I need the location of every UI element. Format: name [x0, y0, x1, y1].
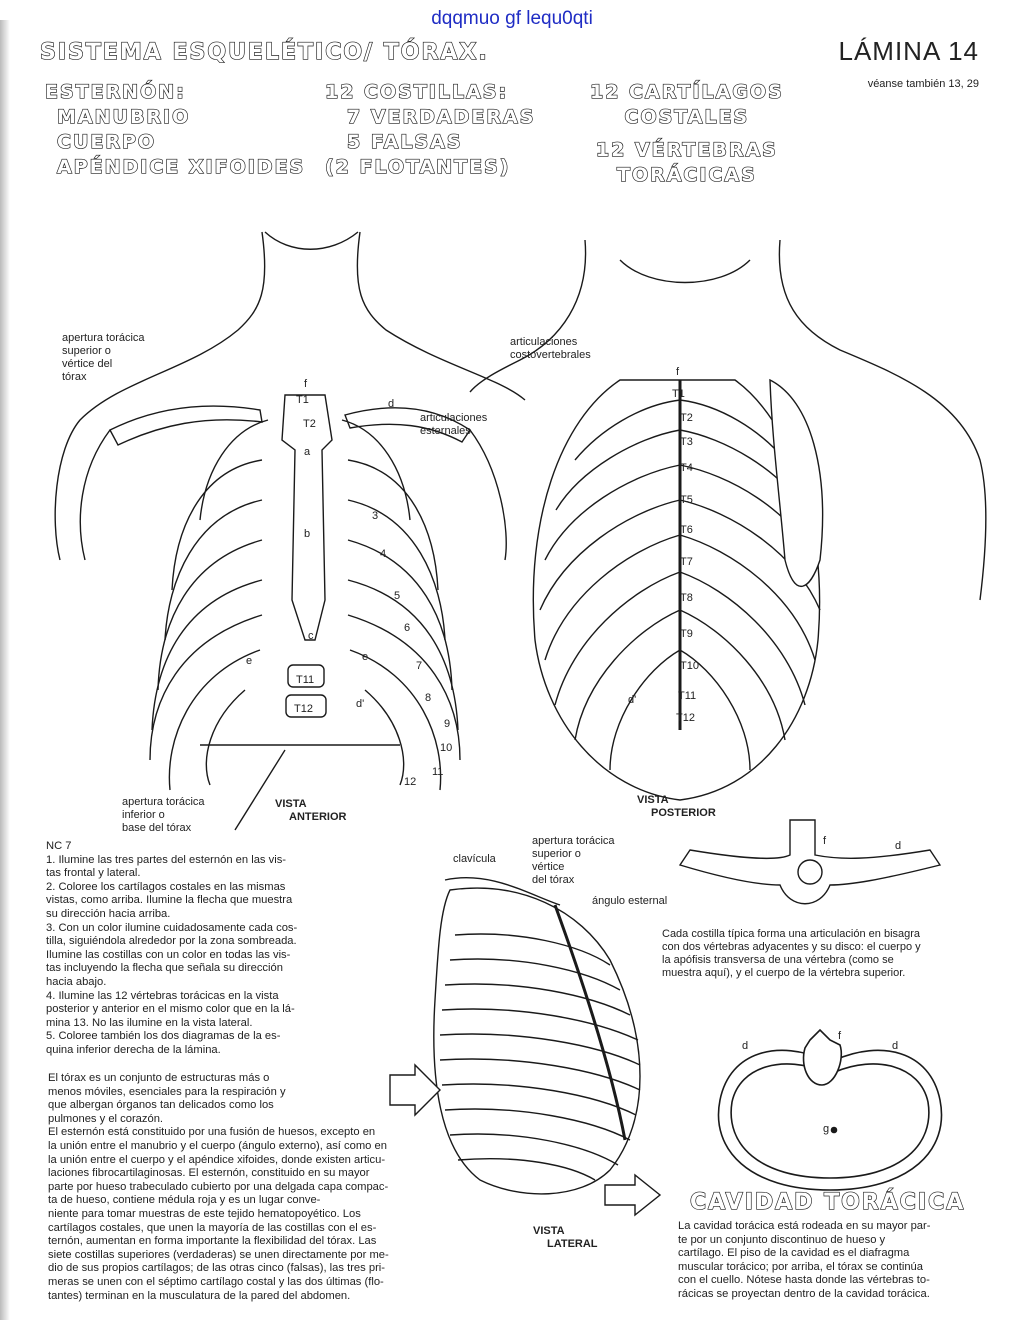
cartilages-line1: 12 CARTÍLAGOS — [590, 81, 784, 103]
cavity-letter-d-left: d — [742, 1040, 749, 1052]
page-title: SISTEMA ESQUELÉTICO/ TÓRAX. — [40, 40, 489, 65]
plate-number: LÁMINA 14 — [838, 36, 979, 66]
rib-number-3: 3 — [372, 510, 379, 522]
posterior-vertebra-label-t3: T3 — [680, 436, 693, 448]
anterior-left-arm-outline — [80, 430, 110, 560]
rib-number-12: 12 — [404, 776, 417, 788]
instructions-code: NC 7 — [46, 840, 72, 852]
rib-number-4: 4 — [380, 548, 387, 560]
posterior-vertebra-label-t1: T1 — [672, 388, 685, 400]
letter-d: d — [388, 398, 395, 410]
posterior-vertebra-label-t11: T11 — [678, 690, 697, 702]
rib-number-5: 5 — [394, 590, 401, 602]
cartilages-line2: COSTALES — [624, 106, 750, 128]
ribs-false: 5 FALSAS — [347, 131, 463, 153]
thorax-description: El tórax es un conjunto de estructuras más o menos móviles, esenciales para la respiración y que albergan órganos tan delicados como los pulmones y el corazón. El esternón está constituido por una fusión de huesos, excepto en la unión entre el manubrio y el cuerpo (ángulo externo), así como en la unión entre el cuerpo y el apéndice xifoides, donde existen articu- laciones fibrocartilaginosas. El esternón, constituido en su mayor parte por hueso trabeculado cubierto por una delgada capa compac- ta de hueso, contiene médula roja y es un lugar conve- niente para tomar muestras de este tejido hematopoyético. Los cartílagos costales, que unen la mayoría de las costillas con el es- ternón, aumentan en forma importante la flexibilidad del tórax. Las siete costillas superiores (verdaderas) se unen directamente por me- dio de sus propios cartílagos; de las otras cinco (falsas), las tres pri- meras se unen con el séptimo cartílago costal y las dos últimas (flo- tantes) terminan en la musculatura de la pared del abdomen. — [48, 1072, 389, 1302]
posterior-view — [470, 240, 986, 800]
ribs-floating: (2 FLOTANTES) — [325, 156, 511, 178]
posterior-vertebra-label-t2: T2 — [680, 412, 693, 424]
anterior-right-arm-outline — [470, 430, 506, 560]
rib-number-10: 10 — [440, 742, 453, 754]
letter-d-prime: d' — [356, 698, 365, 710]
anterior-sternum — [282, 395, 332, 640]
cavity-title: CAVIDAD TORÁCICA — [690, 1190, 966, 1215]
label-sternal-joints: articulaciones esternales — [420, 412, 488, 437]
posterior-vertebra-label-t4: T4 — [680, 462, 693, 474]
posterior-vertebra-label-t9: T9 — [680, 628, 693, 640]
label-costovertebral-joints: articulaciones costovertebrales — [510, 336, 591, 361]
label-lateral-view: VISTA LATERAL — [533, 1225, 598, 1250]
label-sternal-angle: ángulo esternal — [592, 895, 668, 907]
label-clavicle: clavícula — [453, 853, 496, 865]
thoracic-cavity-diagram — [718, 1030, 941, 1190]
letter-f: f — [304, 378, 308, 390]
coloring-instructions: NC 7 1. Ilumine las tres partes del esternón en las vis- tas frontal y lateral. 2. Coloree los cartílagos costales en las mismas vistas, como arriba. Ilumine la flecha que muestra su dirección hacia arriba. 3. Con un color ilumine cuidadosamente cada cos- tilla, siguiéndola alrededor por la zona sombreada. Ilumine las costillas con un color en todas las vis- tas incluyendo la flecha que señala su dirección hacia abajo. 4. Ilumine las 12 vértebras torácicas en la vista posterior y anterior en el mismo color que en la lá- mina 13. No las ilumine en la vista lateral. 5. Coloree también los dos diagramas de la es- quina inferior derecha de la lámina. — [46, 840, 376, 1058]
label-superior-aperture-lateral: apertura torácica superior o vértice del tórax — [532, 835, 615, 886]
sternum-part-body: CUERPO — [57, 131, 157, 153]
hinge-letter-d: d — [895, 840, 902, 852]
posterior-letter-d-prime: d' — [628, 694, 637, 706]
cavity-letter-f: f — [838, 1030, 842, 1042]
lateral-down-arrow — [605, 1175, 660, 1215]
letter-b: b — [304, 528, 311, 540]
label-inferior-aperture: apertura torácica inferior o base del tórax — [122, 796, 205, 834]
anterior-vertebra-label-t12: T12 — [294, 703, 313, 715]
sternum-part-manubrium: MANUBRIO — [57, 106, 191, 128]
posterior-vertebra-label-t7: T7 — [680, 556, 693, 568]
anterior-vertebra-label-t11: T11 — [296, 674, 315, 686]
anterior-view — [55, 232, 525, 830]
letter-a: a — [304, 446, 311, 458]
hinge-vertebra-diagram — [680, 820, 940, 904]
label-posterior-view: VISTA POSTERIOR — [637, 794, 716, 819]
anterior-left-clavicle — [110, 406, 262, 445]
posterior-vertebra-label-t6: T6 — [680, 524, 693, 536]
letter-e-right: e — [362, 651, 369, 663]
anterior-chin-line — [265, 232, 358, 249]
posterior-vertebra-label-t8: T8 — [680, 592, 693, 604]
rib-number-7: 7 — [416, 660, 423, 672]
cavity-center-point — [832, 1128, 837, 1133]
anterior-vertebra-label-t2: T2 — [303, 418, 316, 430]
ribs-title: 12 COSTILLAS: — [325, 81, 509, 103]
posterior-vertebra-label-t10: T10 — [680, 660, 699, 672]
posterior-letter-f: f — [676, 366, 680, 378]
cavity-vertebra — [804, 1030, 842, 1085]
posterior-neck-outline — [470, 240, 586, 392]
see-also-note: véanse también 13, 29 — [867, 78, 979, 90]
rib-number-8: 8 — [425, 692, 432, 704]
ribs-true: 7 VERDADERAS — [347, 106, 536, 128]
posterior-vertebra-label-t12: T12 — [676, 712, 695, 724]
rib-number-6: 6 — [404, 622, 411, 634]
sternum-title: ESTERNÓN: — [45, 81, 186, 103]
vertebrae-line2: TORÁCICAS — [616, 164, 757, 186]
header-link[interactable]: dqqmuo gf lequ0qti — [431, 8, 593, 29]
hinge-letter-f: f — [823, 835, 827, 847]
cavity-description: La cavidad torácica está rodeada en su mayor par- te por un conjunto discontinuo de hueso y cartílago. El piso de la cavidad es el diafragma muscular torácico; por arriba, el tórax se continúa con el cuello. Nótese hasta donde las vértebras to- rácicas se proyectan dentro de la cavidad torácica. — [678, 1220, 931, 1300]
letter-e-left: e — [246, 655, 253, 667]
hinge-description: Cada costilla típica forma una articulación en bisagra con dos vértebras adyacentes y su disco: el cuerpo y la apófisis transversa de una vértebra (como se muestra aquí), y el cuerpo de la vértebra superior. — [662, 928, 921, 979]
sternum-part-xiphoid: APÉNDICE XIFOIDES — [57, 156, 306, 178]
label-anterior-view: VISTA ANTERIOR — [275, 798, 347, 823]
letter-c: c — [308, 630, 314, 642]
posterior-vertebra-label-t5: T5 — [680, 494, 693, 506]
anterior-vertebra-label-t1: T1 — [296, 394, 309, 406]
rib-number-11: 11 — [432, 766, 444, 778]
label-superior-aperture: apertura torácica superior o vértice del tórax — [62, 332, 145, 383]
cavity-letter-g: g — [823, 1123, 830, 1135]
vertebrae-line1: 12 VÉRTEBRAS — [595, 139, 778, 161]
rib-number-9: 9 — [444, 718, 451, 730]
cavity-letter-d-right: d — [892, 1040, 899, 1052]
